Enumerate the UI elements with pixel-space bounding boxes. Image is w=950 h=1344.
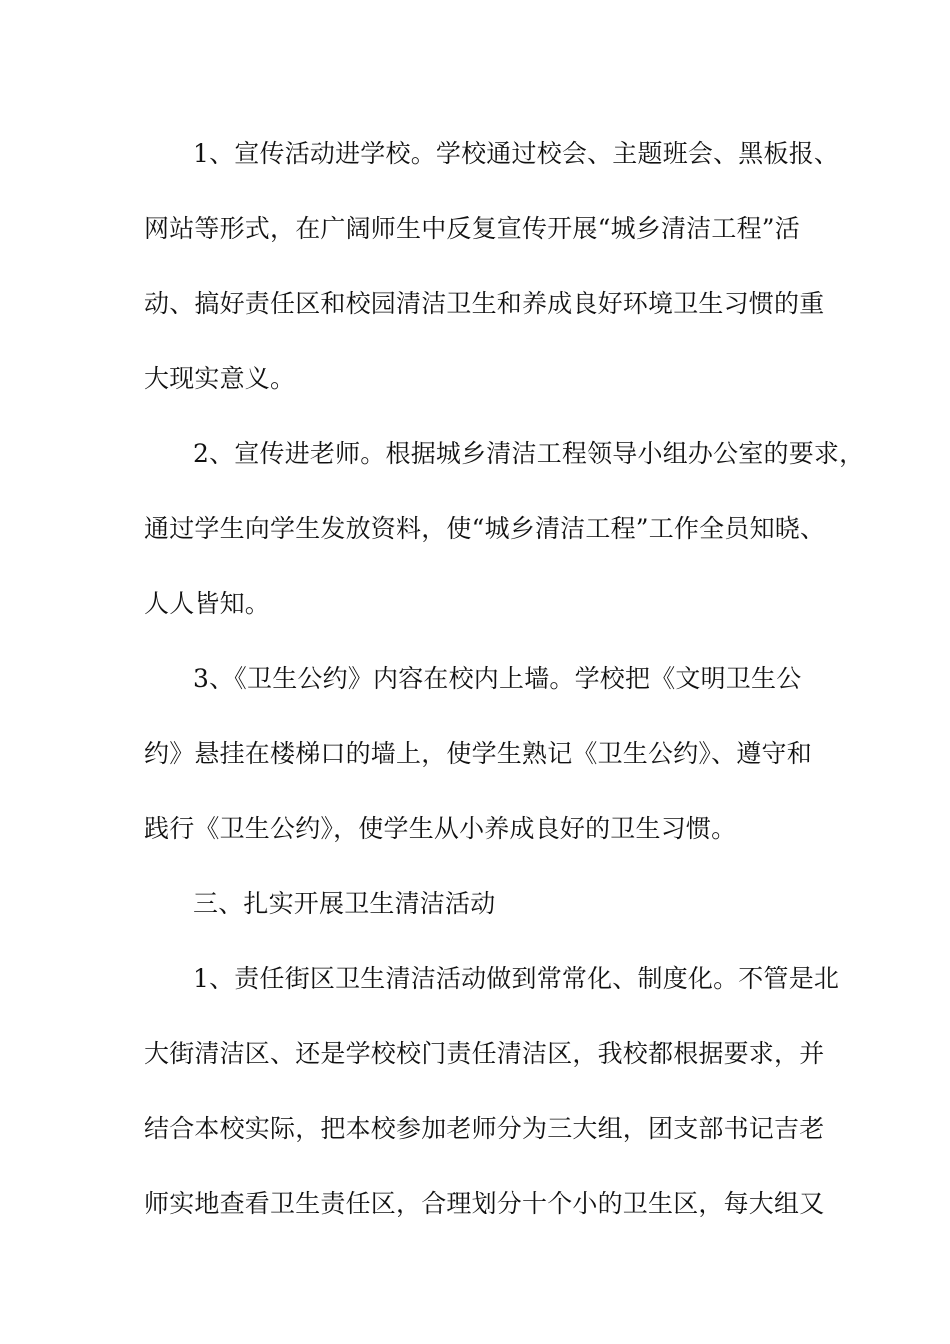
paragraph-4-line-1: 1、责任街区卫生清洁活动做到常常化、制度化。不管是北 <box>193 964 840 993</box>
section-heading: 三、扎实开展卫生清洁活动 <box>193 889 496 918</box>
paragraph-4-line-3: 结合本校实际，把本校参加老师分为三大组，团支部书记吉老 <box>144 1114 825 1143</box>
paragraph-1-line-2: 网站等形式，在广阔师生中反复宣传开展“城乡清洁工程”活 <box>144 214 800 243</box>
paragraph-1-line-1: 1、宣传活动进学校。学校通过校会、主题班会、黑板报、 <box>193 139 840 168</box>
paragraph-3-line-1: 3、《卫生公约》内容在校内上墙。学校把《文明卫生公 <box>193 664 802 693</box>
paragraph-2-line-1: 2、宣传进老师。根据城乡清洁工程领导小组办公室的要求， <box>193 439 865 468</box>
paragraph-2-line-2: 通过学生向学生发放资料，使“城乡清洁工程”工作全员知晓、 <box>144 514 826 543</box>
paragraph-2-line-3: 人人皆知。 <box>144 589 271 618</box>
paragraph-3-line-2: 约》悬挂在楼梯口的墙上，使学生熟记《卫生公约》、遵守和 <box>144 739 812 768</box>
paragraph-4-line-4: 师实地查看卫生责任区，合理划分十个小的卫生区，每大组又 <box>144 1189 825 1218</box>
paragraph-1-line-3: 动、搞好责任区和校园清洁卫生和养成良好环境卫生习惯的重 <box>144 289 825 318</box>
paragraph-3-line-3: 践行《卫生公约》，使学生从小养成良好的卫生习惯。 <box>144 814 737 843</box>
paragraph-4-line-2: 大街清洁区、还是学校校门责任清洁区，我校都根据要求，并 <box>144 1039 825 1068</box>
paragraph-1-line-4: 大现实意义。 <box>144 364 296 393</box>
